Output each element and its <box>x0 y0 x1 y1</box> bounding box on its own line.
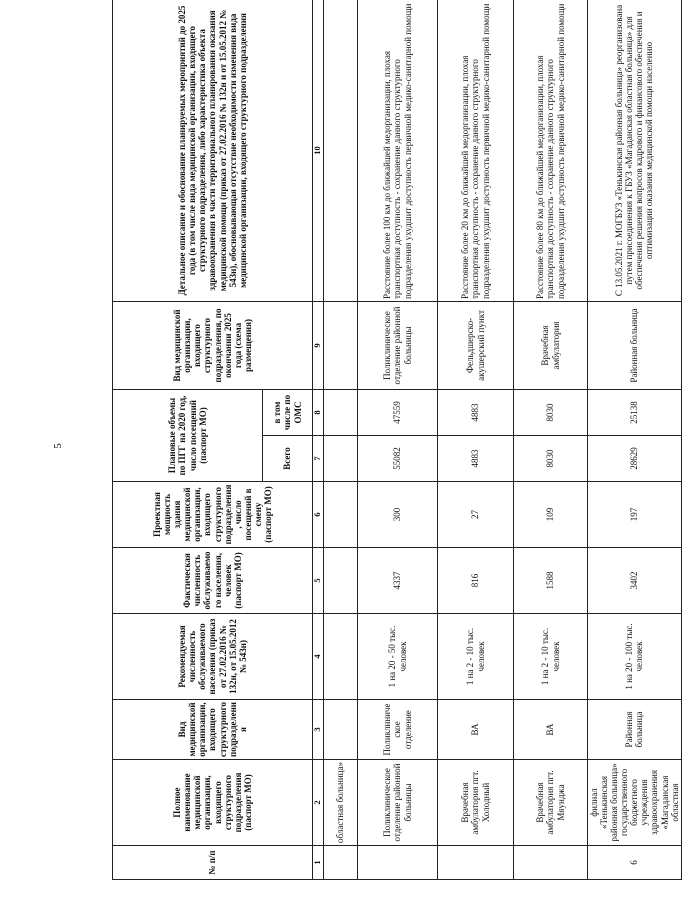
cell-type-2025: Поликлиническое отделение районной больницы <box>358 301 438 389</box>
cell-capacity: 27 <box>438 482 514 548</box>
column-number: 6 <box>313 482 324 548</box>
column-number: 9 <box>313 301 324 389</box>
cell-capacity: 109 <box>514 482 588 548</box>
header-capacity: Проектная мощность здания медицинской организации, входящего структурного подразделения, число посещений в смену (паспорт МО) <box>113 482 313 548</box>
column-number: 4 <box>313 614 324 700</box>
cell-recommended <box>324 614 358 700</box>
medical-organizations-table <box>112 0 682 880</box>
header-description: Детальное описание и обоснование планируемых мероприятий до 2025 года (в том числе вида медицинской организации, входящего структурного подразделения, либо характеристика объекта здравоохранения в части территориального планирования оказания медицинской помощи (приказ от 27.02.2016 № 132н и от 15.05.2012 № 543н), обосновывающая отсутствие необходимости изменения вида медицинской организации, входящего структурного подразделения <box>113 0 313 301</box>
cell-recommended: 1 на 2 - 10 тыс. человек <box>514 614 588 700</box>
cell-total <box>324 436 358 482</box>
header-planned-total: Всего <box>263 436 313 482</box>
cell-actual: 3402 <box>588 548 682 614</box>
column-number: 10 <box>313 0 324 301</box>
column-number: 3 <box>313 700 324 760</box>
column-number: 1 <box>313 846 324 880</box>
cell-name: Врачебная амбулатория пгт. Холодный <box>438 760 514 846</box>
cell-name: Поликлиническое отделение районной больницы <box>358 760 438 846</box>
column-number: 8 <box>313 389 324 435</box>
cell-name: филиал «Тенькинская районная больница» государственного бюджетного учреждения здравоохранения «Магаданская областная <box>588 760 682 846</box>
cell-total: 8030 <box>514 436 588 482</box>
cell-oms: 47559 <box>358 389 438 435</box>
cell-actual: 816 <box>438 548 514 614</box>
cell-num <box>514 846 588 880</box>
cell-actual <box>324 548 358 614</box>
cell-name: Врачебная амбулатория пгт. Мяунджа <box>514 760 588 846</box>
cell-oms: 4883 <box>438 389 514 435</box>
header-type-2025: Вид медицинской организации, входящего структурного подразделения, по окончании 2025 года (схема размещения) <box>113 301 313 389</box>
cell-total: 28629 <box>588 436 682 482</box>
cell-type-2025: Районная больница <box>588 301 682 389</box>
cell-type-2025: Фельдшерско-акушерский пункт <box>438 301 514 389</box>
cell-num: 6 <box>588 846 682 880</box>
cell-name: областная больница» <box>324 760 358 846</box>
table-row <box>438 0 514 880</box>
table-row <box>358 0 438 880</box>
cell-num <box>438 846 514 880</box>
cell-description: Расстояние более 100 км до ближайшей медорганизации, плохая транспортная доступность - сохранение данного структурного подразделения ухудшит доступность первичной медико-санитарной помощи <box>358 0 438 301</box>
header-recommended: Рекомендуемая численность обслуживаемого населения (приказ от 27.02.2016 № 132н, от 15.05.2012 № 543н) <box>113 614 313 700</box>
header-planned-oms: в том числе по ОМС <box>263 389 313 435</box>
cell-num <box>358 846 438 880</box>
cell-description: Расстояние более 80 км до ближайшей медорганизации, плохая транспортная доступность - сохранение данного структурного подразделения ухудшит доступность первичной медико-санитарной помощи <box>514 0 588 301</box>
cell-type: Районная больница <box>588 700 682 760</box>
table-row <box>324 0 358 880</box>
table-row <box>588 0 682 880</box>
cell-type: ВА <box>514 700 588 760</box>
cell-oms: 25138 <box>588 389 682 435</box>
header-num: № п/п <box>113 846 313 880</box>
cell-description <box>324 0 358 301</box>
table-row <box>514 0 588 880</box>
cell-type: Поликлиническое отделение <box>358 700 438 760</box>
cell-type <box>324 700 358 760</box>
cell-actual: 1588 <box>514 548 588 614</box>
cell-num <box>324 846 358 880</box>
cell-total: 55082 <box>358 436 438 482</box>
header-type: Вид медицинской организации, входящего структурного подразделения <box>113 700 313 760</box>
cell-recommended: 1 на 20 - 100 тыс. человек <box>588 614 682 700</box>
cell-description: Расстояние более 20 км до ближайшей медорганизации, плохая транспортная доступность - сохранение данного структурного подразделения ухудшит доступность первичной медико-санитарной помощи <box>438 0 514 301</box>
cell-type-2025: Врачебная амбулатория <box>514 301 588 389</box>
rotated-page <box>112 0 680 880</box>
cell-type: ВА <box>438 700 514 760</box>
column-number: 2 <box>313 760 324 846</box>
cell-capacity: 197 <box>588 482 682 548</box>
header-planned: Плановые объемы по ПГГ на 2020 год, число посещений (паспорт МО) <box>113 389 263 481</box>
cell-oms: 8030 <box>514 389 588 435</box>
cell-actual: 4337 <box>358 548 438 614</box>
cell-capacity: 300 <box>358 482 438 548</box>
header-actual: Фактическая численность обслуживаемого населения, человек (паспорт МО) <box>113 548 313 614</box>
cell-recommended: 1 на 20 - 50 тыс. человек <box>358 614 438 700</box>
cell-description: С 13.05.2021 г. МОГБУЗ «Тенькинская районная больница» реорганизована путем присоединения к ГБУЗ «Магаданская областная больница» для обеспечения решения вопросов кадрового и финансового обеспечения и оптимизации оказания медицинской помощи населению <box>588 0 682 301</box>
cell-oms <box>324 389 358 435</box>
page-number: 5 <box>51 443 64 449</box>
cell-recommended: 1 на 2 - 10 тыс. человек <box>438 614 514 700</box>
column-number: 5 <box>313 548 324 614</box>
cell-type-2025 <box>324 301 358 389</box>
column-number: 7 <box>313 436 324 482</box>
cell-total: 4883 <box>438 436 514 482</box>
cell-capacity <box>324 482 358 548</box>
header-name: Полное наименование медицинской организации, входящего структурного подразделения (паспорт МО) <box>113 760 313 846</box>
